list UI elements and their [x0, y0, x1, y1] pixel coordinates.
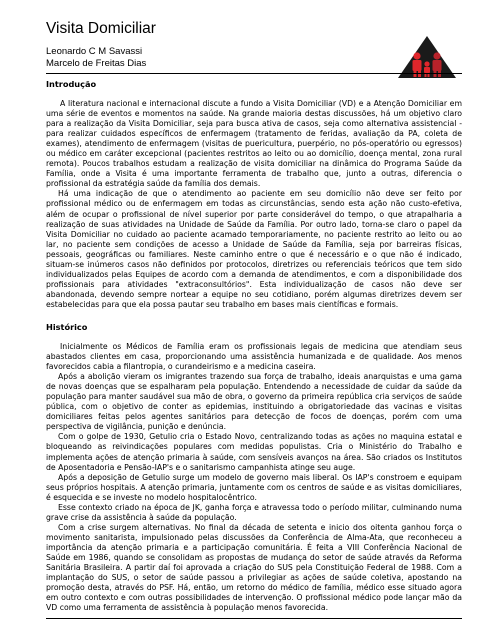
document-title: Visita Domiciliar: [46, 20, 156, 37]
paragraph: Com a crise surgem alternativas. No final da década de setenta e inicio dos oitenta ganhou força o movimento sanitarista, impulsionado pelas discussões da Conferência de Alma-Ata, que reconheceu a importância da atenção primaria e a participação comunitária. É feita a VIII Conferência Nacional de Saúde em 1986, quando se consolidam as propostas de mudança do setor de saúde através da Reforma Sanitária Brasileira. A partir daí foi aprovada a criação do SUS pela Constituição Federal de 1988. Com a implantação do SUS, o setor de saúde passou a privilegiar as ações de saúde coletiva, apostando na promoção desta, através do PSF. Há, então, um retorno do médico de família, médico esse situado agora em outro contexto e com outras possibilidades de intervenção. O profissional médico pode lançar mão da VD como uma ferramenta de assistência à população menos favorecida.: [46, 522, 462, 613]
paragraph: A literatura nacional e internacional discute a fundo a Visita Domiciliar (VD) e a Atenção Domiciliar em uma série de eventos e momentos na saúde. Na grande maioria destas discussões, há um objetivo claro para a realização da Visita Domiciliar, seja para busca ativa de casos, seja como alternativa assistencial - para realizar cuidados específicos de enfermagem (tratamento de feridas, avaliação da PA, coleta de exames), atendimento de enfermagem (visitas de puericultura, puerpério, no pós-operatório ou egressos) ou médico em caráter excepcional (pacientes restritos ao leito ou ao domicílio, doença mental, zona rural remota). Poucos trabalhos estudam a realização de visita domiciliar na dinâmica do Programa Saúde da Família, onde a Visita é uma importante ferramenta de trabalho que, junto a outras, diferencia o profissional da estratégia saúde da família dos demais.: [46, 99, 462, 189]
paragraph: Há uma indicação de que o atendimento ao paciente em seu domicílio não deve ser feito por profissional médico ou de enfermagem em todas as circunstâncias, sendo esta ação não custo-efetiva, além de ocupar o profissional de nível superior por parte considerável do tempo, o que atrapalharia a realização de suas atividades na Unidade de Saúde da Família. Por outro lado, torna-se claro o papel da Visita Domiciliar no cuidado ao paciente acamado temporariamente, no paciente restrito ao leito ou ao lar, no paciente sem condições de acesso a Unidade de Saúde da Família, seja por barreiras físicas, pessoais, geográficas ou familiares. Neste caminho entre o que é necessário e o que não é indicado, situam-se inúmeros casos não definidos por protocolos, diretrizes ou referenciais teóricos que tem sido individualizados pelas Equipes de acordo com a demanda de atendimentos, e com a disponibilidade dos profissionais para atividades "extraconsultórios". Esta individualização de casos não deve ser abandonada, devendo sempre nortear a equipe no seu cotidiano, porém algumas diretrizes devem ser estabelecidas para que ela possa pautar seu trabalho em bases mais científicas e formais.: [46, 189, 462, 309]
author-name: Marcelo de Freitas Dias: [46, 58, 147, 69]
paragraph: Inicialmente os Médicos de Família eram os profissionais legais de medicina que atendiam seus abastados clientes em casa, proporcionando uma assistência humanizada e de qualidade. Aos menos favorecidos cabia a filantropia, o curandeirismo e a medicina caseira.: [46, 341, 462, 372]
paragraph: Após a deposição de Getulio surge um modelo de governo mais liberal. Os IAP's constroem e equipam seus próprios hospitais. A atenção primaria, juntamente com os centros de saúde e as visitas domiciliares, é esquecida e se investe no modelo hospitalocêntrico.: [46, 472, 462, 502]
footer-divider: [46, 618, 462, 619]
paragraph: Após a abolição vieram os imigrantes trazendo sua força de trabalho, ideais anarquistas e uma gama de novas doenças que se espalharam pela população. Entendendo a necessidade de cuidar da saúde da população para manter saudável sua mão de obra, o governo da primeira república cria serviços de saúde pública, com o objetivo de conter as epidemias, instituindo a obrigatoriedade das vacinas e visitas domiciliares feitas pelos agentes sanitários para detecção de focos de doenças, porém com uma perspectiva de vigilância, punição e denúncia.: [46, 372, 462, 432]
section-heading: Histórico: [46, 321, 88, 332]
document-body: [46, 79, 462, 613]
section-heading: Introdução: [46, 79, 97, 89]
paragraph: Esse contexto criado na época de JK, ganha força e atravessa todo o período militar, culminando numa grave crise da assistência à saúde da população.: [46, 502, 462, 522]
author-name: Leonardo C M Savassi: [46, 46, 143, 57]
header-divider: [46, 73, 462, 74]
paragraph: Com o golpe de 1930, Getulio cria o Estado Novo, centralizando todas as ações no maquina estatal e bloqueando as reivindicações populares com medidas populistas. Cria o Ministério do Trabalho e implementa ações de atenção primaria à saúde, com sensíveis avanços na área. São criados os Institutos de Aposentadoria e Pensão-IAP's e o sanitarismo campanhista atinge seu auge.: [46, 432, 462, 472]
